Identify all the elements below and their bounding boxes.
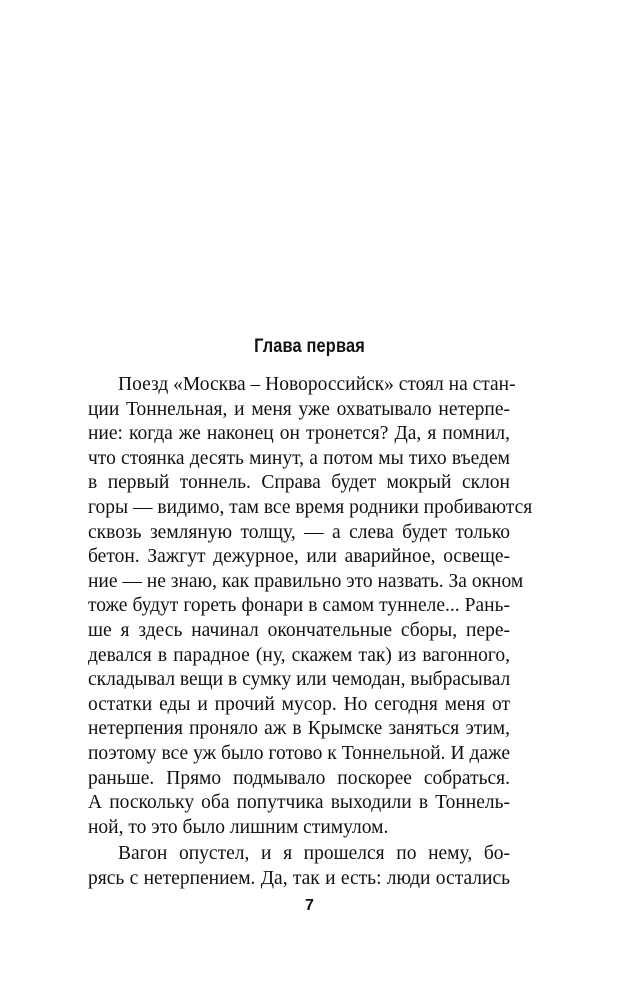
- page-number: 7: [305, 897, 314, 914]
- text-line: нетерпения проняло аж в Крымске заняться этим,: [88, 718, 510, 740]
- text-line: рясь с нетерпением. Да, так и есть: люди остались: [88, 867, 510, 889]
- text-line: что стоянка десять минут, а потом мы тихо въедем: [88, 447, 510, 469]
- paragraph-1: [88, 373, 533, 840]
- text-line: Поезд «Москва – Новороссийск» стоял на стан-: [118, 374, 516, 395]
- text-line: ние: когда же наконец он тронется? Да, я помнил,: [88, 423, 510, 445]
- text-line: тоже будут гореть фонари в самом туннеле... Рань-: [88, 595, 510, 617]
- text-line: ние — не знаю, как правильно это назвать. За окном: [88, 570, 524, 592]
- text-line: Вагон опустел, и я прошелся по нему, бо-: [118, 843, 510, 865]
- paragraph-2: [88, 842, 510, 891]
- chapter-title: Глава первая: [254, 336, 365, 357]
- text-line: складывал вещи в сумку или чемодан, выбрасывал: [88, 669, 511, 691]
- text-line: ной, то это было лишним стимулом.: [88, 816, 389, 838]
- text-line: остатки еды и прочий мусор. Но сегодня меня от: [88, 693, 510, 715]
- text-line: девался в парадное (ну, скажем так) из вагонного,: [88, 644, 510, 666]
- text-line: горы — видимо, там все время родники пробиваются: [88, 496, 533, 518]
- body-text: [88, 373, 533, 891]
- text-line: в первый тоннель. Справа будет мокрый склон: [88, 472, 510, 494]
- text-line: ции Тоннельная, и меня уже охватывало нетерпе-: [88, 398, 510, 420]
- text-line: раньше. Прямо подмывало поскорее собраться.: [88, 767, 510, 789]
- text-line: бетон. Зажгут дежурное, или аварийное, освеще-: [88, 546, 510, 568]
- text-line: А поскольку оба попутчика выходили в Тоннель-: [88, 792, 510, 814]
- text-line: поэтому все уж было готово к Тоннельной. И даже: [88, 742, 510, 764]
- text-line: сквозь земляную толщу, — а слева будет только: [88, 521, 510, 543]
- text-line: ше я здесь начинал окончательные сборы, пере-: [88, 619, 510, 641]
